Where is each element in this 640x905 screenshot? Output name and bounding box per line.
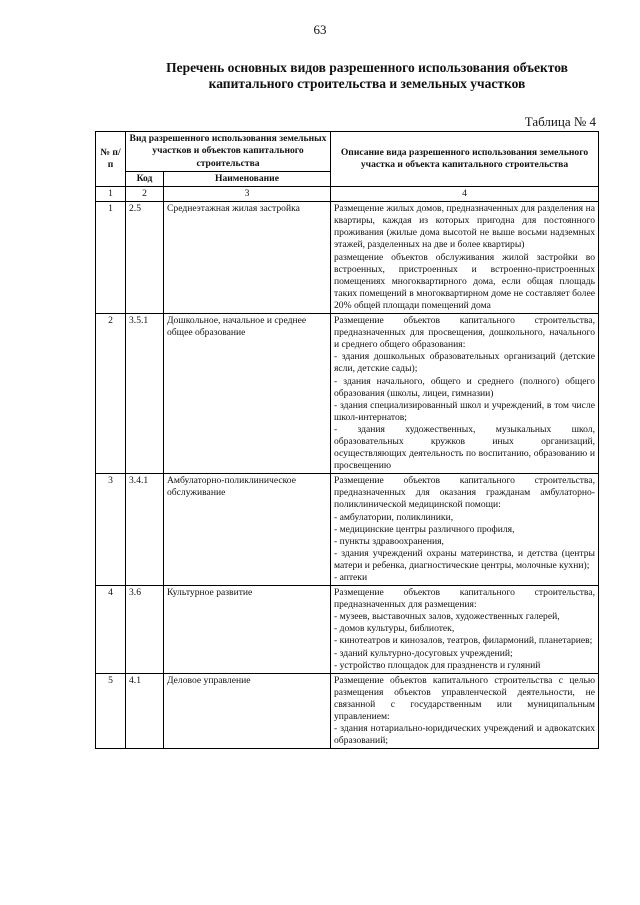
description-line: Размещение жилых домов, предназначенных для разделения на квартиры, каждая из которых пригодна для постоянного проживания (жилые дома высотой не выше восьми надземных этажей, разделенных на две и более квартиры) <box>334 203 595 251</box>
header-code: Код <box>126 172 164 187</box>
description-line: - устройство площадок для праздненств и гуляний <box>334 659 541 671</box>
description-line: - кинотеатров и кинозалов, театров, филармоний, планетариев; <box>334 635 593 647</box>
description-line: Размещение объектов капитального строительства, предназначенных для просвещения, дошкольного, начального и среднего общего образования: <box>334 315 595 351</box>
table-row <box>96 474 599 586</box>
description-line: - здания дошкольных образовательных организаций (детские ясли, детские сады); <box>334 351 595 375</box>
row-num: 1 <box>96 202 126 314</box>
description-line: - музеев, выставочных залов, художественных галерей, <box>334 611 560 623</box>
description-line: Размещение объектов капитального строительства, предназначенных для размещения: <box>334 587 595 611</box>
col-number: 4 <box>331 187 599 202</box>
description-line: - аптеки <box>334 572 368 583</box>
page-number: 63 <box>313 22 327 37</box>
land-use-table <box>95 131 599 749</box>
table-row <box>96 314 599 474</box>
description-line: - домов культуры, библиотек, <box>334 623 455 635</box>
header-name: Наименование <box>164 172 331 187</box>
row-description <box>331 202 599 314</box>
row-code: 3.4.1 <box>126 474 164 586</box>
description-line: - здания нотариально-юридических учреждений и адвокатских образований; <box>334 723 595 747</box>
row-description <box>331 314 599 474</box>
column-number-row <box>96 187 599 202</box>
row-description <box>331 586 599 674</box>
table-body <box>96 202 599 749</box>
table-caption: Таблица № 4 <box>524 114 596 129</box>
row-num: 3 <box>96 474 126 586</box>
row-name: Среднеэтажная жилая застройка <box>164 202 331 314</box>
table-row <box>96 586 599 674</box>
description-line: - амбулатории, поликлиники, <box>334 511 454 523</box>
document-title: Перечень основных видов разрешенного использования объектов капитального строительства и земельных участков <box>166 60 568 91</box>
row-name: Культурное развитие <box>164 586 331 674</box>
table-row <box>96 202 599 314</box>
row-description <box>331 673 599 749</box>
row-name: Деловое управление <box>164 673 331 749</box>
col-number: 2 <box>126 187 164 202</box>
row-description <box>331 474 599 586</box>
row-code: 4.1 <box>126 673 164 749</box>
description-line: Размещение объектов капитального строительства с целью размещения объектов управленческой деятельности, не связанной с государственным или муниципальным управлением: <box>334 674 595 723</box>
row-code: 3.5.1 <box>126 314 164 474</box>
header-kind: Вид разрешенного использования земельных участков и объектов капитального строительства <box>126 132 331 172</box>
description-line: - пункты здравоохранения, <box>334 535 444 547</box>
description-line: - здания художественных, музыкальных школ, образовательных кружков иных организаций, осуществляющих деятельность по воспитанию, образованию и просвещению <box>334 423 595 472</box>
description-line: - здания начального, общего и среднего (полного) общего образования (школы, лицеи, гимназии) <box>334 375 595 399</box>
description-line: - здания специализированный школ и учреждений, в том числе школ-интернатов; <box>334 399 595 423</box>
description-line: Размещение объектов капитального строительства, предназначенных для оказания гражданам амбулаторно-поликлинической медицинской помощи: <box>334 475 595 511</box>
row-num: 5 <box>96 673 126 749</box>
row-code: 3.6 <box>126 586 164 674</box>
table-header-row <box>96 132 599 172</box>
row-code: 2.5 <box>126 202 164 314</box>
row-name: Амбулаторно-поликлиническое обслуживание <box>164 474 331 586</box>
col-number: 3 <box>164 187 331 202</box>
table-row <box>96 673 599 749</box>
row-num: 4 <box>96 586 126 674</box>
row-num: 2 <box>96 314 126 474</box>
description-line: размещение объектов обслуживания жилой застройки во встроенных, пристроенных и встроенно-пристроенных помещениях многоквартирного дома, если общая площадь таких помещений в многоквартирном доме не составляет более 20% общей площади помещений дома <box>334 251 595 311</box>
description-line: - медицинские центры различного профиля, <box>334 523 515 535</box>
row-name: Дошкольное, начальное и среднее общее образование <box>164 314 331 474</box>
header-description: Описание вида разрешенного использования земельного участка и объекта капитального строительства <box>331 132 599 187</box>
col-number: 1 <box>96 187 126 202</box>
description-line: - зданий культурно-досуговых учреждений; <box>334 647 513 659</box>
header-num: № п/п <box>96 132 126 187</box>
description-line: - здания учреждений охраны материнства, и детства (центры матери и ребенка, диагностические центры, молочные кухни); <box>334 547 595 571</box>
